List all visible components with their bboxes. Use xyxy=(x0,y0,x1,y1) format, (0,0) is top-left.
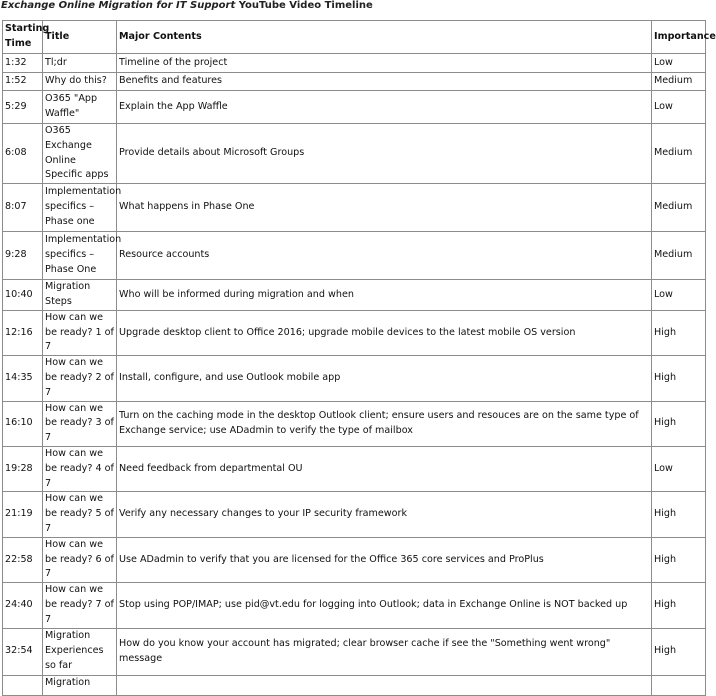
cell-major-contents xyxy=(117,675,652,695)
cell-starting-time: 22:58 xyxy=(3,537,43,582)
cell-major-contents: Use ADadmin to verify that you are licensed for the Office 365 core services and ProPlus xyxy=(117,537,652,582)
table-header-row xyxy=(3,21,706,54)
cell-title: How can we be ready? 4 of 7 xyxy=(43,446,117,491)
cell-title: Tl;dr xyxy=(43,54,117,73)
cell-title: Implementation specifics – Phase One xyxy=(43,232,117,280)
table-row xyxy=(3,401,706,446)
cell-title: How can we be ready? 5 of 7 xyxy=(43,492,117,537)
cell-major-contents: How do you know your account has migrated; clear browser cache if see the "Something went wrong" message xyxy=(117,628,652,675)
table-row xyxy=(3,124,706,184)
cell-starting-time: 19:28 xyxy=(3,446,43,491)
cell-title: Why do this? xyxy=(43,73,117,91)
cell-title: How can we be ready? 2 of 7 xyxy=(43,356,117,401)
cell-title: How can we be ready? 1 of 7 xyxy=(43,310,117,355)
header-starting-time: Starting Time xyxy=(3,21,43,54)
cell-importance: Low xyxy=(652,446,706,491)
cell-major-contents: Explain the App Waffle xyxy=(117,91,652,124)
table-row xyxy=(3,91,706,124)
header-importance: Importance xyxy=(652,21,706,54)
cell-starting-time: 16:10 xyxy=(3,401,43,446)
header-title: Title xyxy=(43,21,117,54)
cell-starting-time: 1:52 xyxy=(3,73,43,91)
cell-starting-time: 14:35 xyxy=(3,356,43,401)
cell-title: Migration Experiences so far xyxy=(43,628,117,675)
table-row xyxy=(3,54,706,73)
table-row xyxy=(3,446,706,491)
table-row xyxy=(3,492,706,537)
cell-major-contents: Turn on the caching mode in the desktop Outlook client; ensure users and resouces are on the same type of Exchange service; use ADadmin to verify the type of mailbox xyxy=(117,401,652,446)
cell-starting-time: 32:54 xyxy=(3,628,43,675)
cell-major-contents: Who will be informed during migration and when xyxy=(117,280,652,311)
cell-importance: Low xyxy=(652,280,706,311)
table-row xyxy=(3,184,706,232)
cell-starting-time: 1:32 xyxy=(3,54,43,73)
cell-importance: High xyxy=(652,492,706,537)
cell-starting-time xyxy=(3,675,43,695)
table-row xyxy=(3,280,706,311)
cell-starting-time: 24:40 xyxy=(3,583,43,628)
table-row xyxy=(3,356,706,401)
table-row xyxy=(3,583,706,628)
table-row xyxy=(3,73,706,91)
cell-major-contents: Stop using POP/IMAP; use pid@vt.edu for logging into Outlook; data in Exchange Online is NOT backed up xyxy=(117,583,652,628)
cell-starting-time: 10:40 xyxy=(3,280,43,311)
cell-importance: High xyxy=(652,628,706,675)
cell-major-contents: Upgrade desktop client to Office 2016; upgrade mobile devices to the latest mobile OS version xyxy=(117,310,652,355)
cell-starting-time: 9:28 xyxy=(3,232,43,280)
document-title xyxy=(1,0,373,12)
cell-importance: Low xyxy=(652,91,706,124)
cell-importance: High xyxy=(652,401,706,446)
cell-title: O365 "App Waffle" xyxy=(43,91,117,124)
document-title-italic: Exchange Online Migration for IT Support xyxy=(1,0,236,11)
table-row xyxy=(3,675,706,695)
document-title-rest: YouTube Video Timeline xyxy=(235,0,373,11)
table-row xyxy=(3,628,706,675)
cell-importance: Medium xyxy=(652,73,706,91)
cell-major-contents: Provide details about Microsoft Groups xyxy=(117,124,652,184)
cell-importance: High xyxy=(652,356,706,401)
cell-title: Migration xyxy=(43,675,117,695)
cell-importance xyxy=(652,675,706,695)
cell-importance: Medium xyxy=(652,232,706,280)
cell-major-contents: Verify any necessary changes to your IP security framework xyxy=(117,492,652,537)
table-row xyxy=(3,537,706,582)
cell-importance: High xyxy=(652,537,706,582)
cell-importance: Medium xyxy=(652,124,706,184)
cell-title: O365 Exchange Online Specific apps xyxy=(43,124,117,184)
cell-title: Migration Steps xyxy=(43,280,117,311)
cell-starting-time: 6:08 xyxy=(3,124,43,184)
cell-importance: Low xyxy=(652,54,706,73)
cell-starting-time: 12:16 xyxy=(3,310,43,355)
cell-starting-time: 21:19 xyxy=(3,492,43,537)
cell-title: Implementation specifics – Phase one xyxy=(43,184,117,232)
header-major-contents: Major Contents xyxy=(117,21,652,54)
cell-importance: Medium xyxy=(652,184,706,232)
cell-importance: High xyxy=(652,583,706,628)
cell-starting-time: 5:29 xyxy=(3,91,43,124)
cell-major-contents: Benefits and features xyxy=(117,73,652,91)
cell-major-contents: Timeline of the project xyxy=(117,54,652,73)
table-row xyxy=(3,232,706,280)
cell-title: How can we be ready? 3 of 7 xyxy=(43,401,117,446)
cell-starting-time: 8:07 xyxy=(3,184,43,232)
cell-major-contents: What happens in Phase One xyxy=(117,184,652,232)
cell-major-contents: Install, configure, and use Outlook mobile app xyxy=(117,356,652,401)
table-row xyxy=(3,310,706,355)
cell-major-contents: Need feedback from departmental OU xyxy=(117,446,652,491)
cell-major-contents: Resource accounts xyxy=(117,232,652,280)
cell-importance: High xyxy=(652,310,706,355)
timeline-table xyxy=(2,20,716,696)
cell-title: How can we be ready? 6 of 7 xyxy=(43,537,117,582)
cell-title: How can we be ready? 7 of 7 xyxy=(43,583,117,628)
